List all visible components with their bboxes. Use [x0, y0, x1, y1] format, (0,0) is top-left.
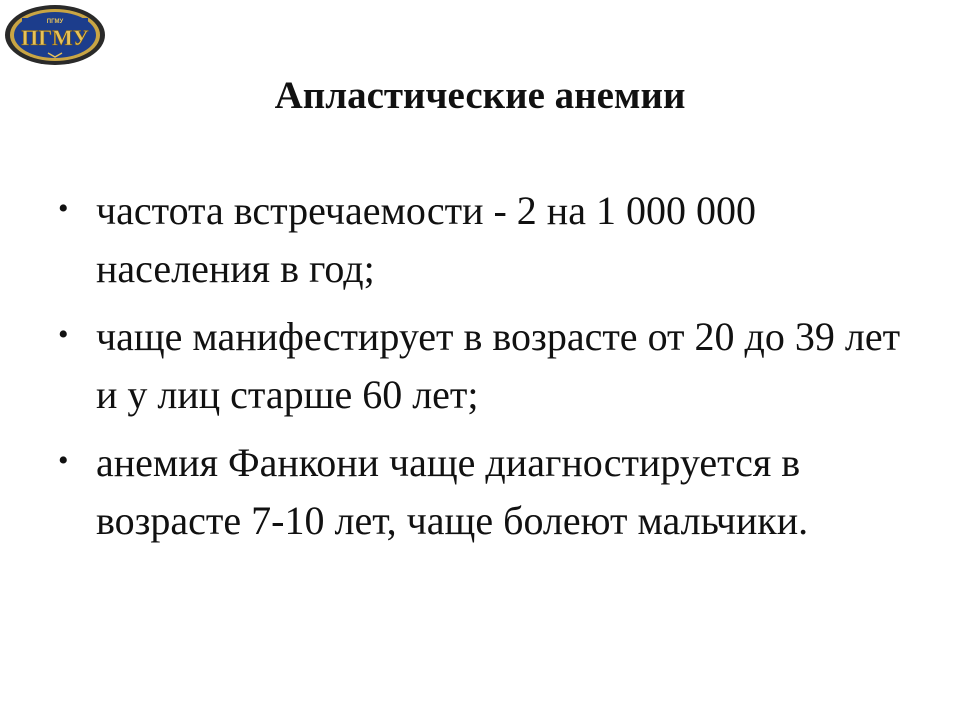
- slide-title: Апластические анемии: [274, 74, 686, 117]
- bullet-text: частота встречаемости - 2 на 1 000 000 населения в год;: [96, 188, 756, 291]
- list-item: [58, 434, 918, 550]
- bullet-icon: •: [58, 318, 69, 351]
- bullet-list: [58, 182, 918, 560]
- logo-text: ПГМУ: [21, 25, 89, 50]
- bullet-text: чаще манифестирует в возрасте от 20 до 39 лет и у лиц старше 60 лет;: [96, 314, 901, 417]
- university-logo: [4, 4, 106, 66]
- bullet-icon: •: [58, 444, 69, 477]
- list-item: [58, 308, 918, 424]
- logo-top-text: ПГМУ: [46, 19, 64, 25]
- bullet-text: анемия Фанкони чаще диагностируется в возрасте 7-10 лет, чаще болеют мальчики.: [96, 440, 809, 543]
- list-item: [58, 182, 918, 298]
- logo-emblem-icon: [4, 4, 106, 66]
- bullet-icon: •: [58, 192, 69, 225]
